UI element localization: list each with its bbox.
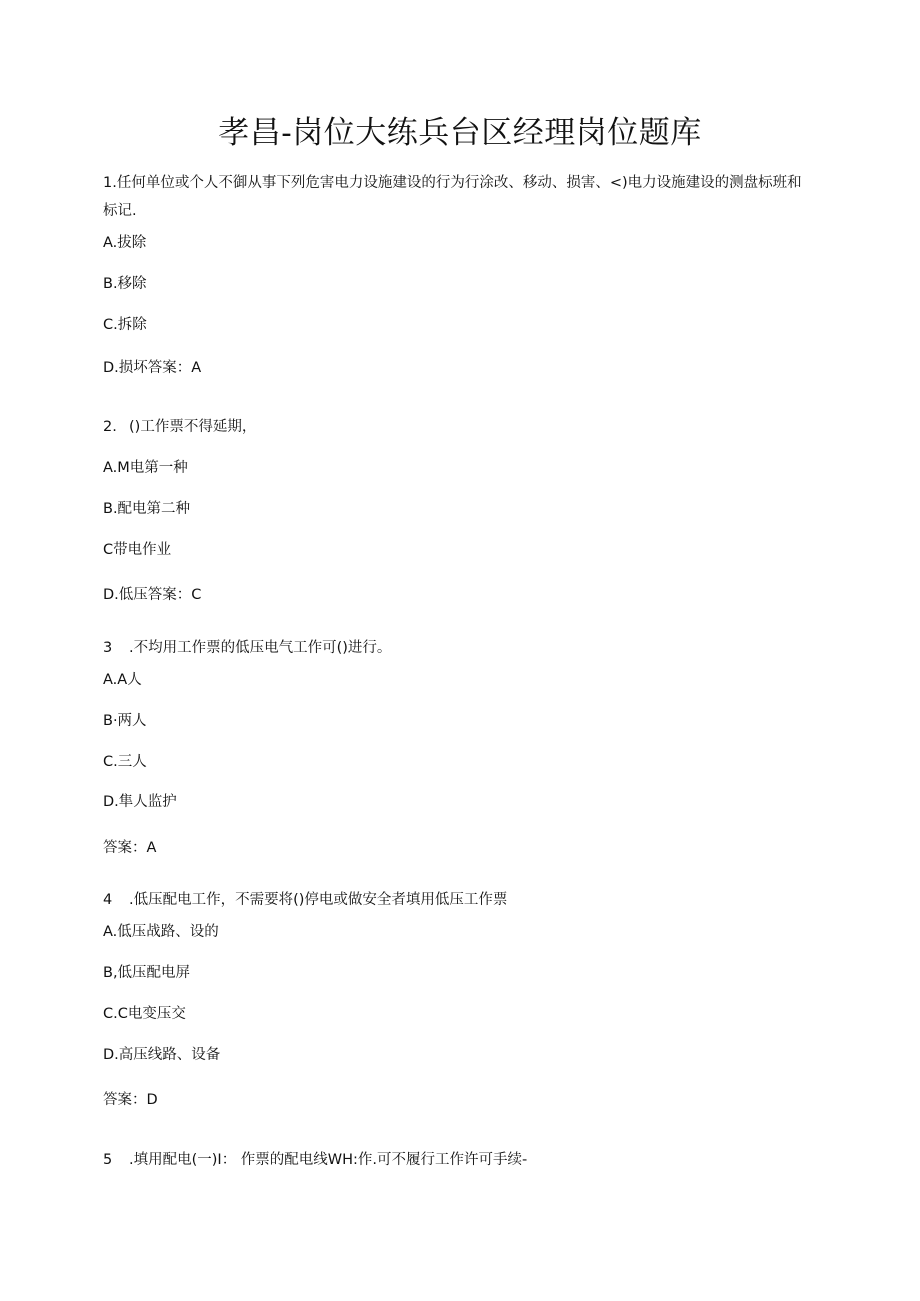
question-3-option-c: C.三人 — [103, 754, 147, 770]
question-4-answer: 答案：D — [103, 1092, 158, 1108]
question-2-number: 2. — [103, 419, 117, 435]
question-1-option-d-answer: D.损坏答案：A — [103, 360, 202, 376]
question-1-option-b: B.移除 — [103, 276, 147, 292]
question-3-answer: 答案：A — [103, 840, 157, 856]
question-2-option-a: A.M电第一种 — [103, 460, 188, 476]
question-2-option-b: B.配电第二种 — [103, 501, 191, 517]
question-1-stem-line-1: 1.任何单位或个人不御从事下列危害电力设施建设的行为行涂改、移动、损害、<)电力设施建设的测盘标班和 — [103, 175, 802, 191]
question-4-option-d: D.高压线路、设备 — [103, 1047, 221, 1063]
question-5-text: .填用配电(一)I： 作票的配电线WH:作.可不履行工作许可手续- — [129, 1152, 528, 1168]
question-4-number: 4 — [103, 892, 113, 908]
question-3-text: .不均用工作票的低压电气工作可()进行。 — [129, 640, 392, 656]
question-4-text: .低压配电工作，不需要将()停电或做安全者填用低压工作票 — [129, 892, 508, 908]
question-4-option-c: C.C电变压交 — [103, 1006, 186, 1022]
question-1-option-c: C.拆除 — [103, 317, 147, 333]
question-1-option-a: A.拔除 — [103, 235, 147, 251]
question-3-option-b: B·两人 — [103, 713, 147, 729]
question-3-option-a: A.A人 — [103, 672, 142, 688]
page-title: 孝昌-岗位大练兵台区经理岗位题库 — [218, 115, 702, 151]
question-1-stem-line-2: 标记. — [103, 203, 137, 219]
question-2-option-c: C带电作业 — [103, 542, 172, 558]
question-5-number: 5 — [103, 1152, 113, 1168]
question-2-text: ()工作票不得延期， — [129, 419, 257, 435]
question-4-option-a: A.低压战路、设的 — [103, 924, 219, 940]
question-3-number: 3 — [103, 640, 113, 656]
question-5-stem — [103, 1150, 527, 1170]
question-4-option-b: B,低压配电屏 — [103, 965, 191, 981]
question-3-option-d: D.隼人监护 — [103, 794, 177, 810]
question-3-stem — [103, 638, 391, 658]
question-2-stem — [103, 417, 256, 437]
question-4-stem — [103, 890, 507, 910]
question-2-option-d-answer: D.低压答案：C — [103, 587, 202, 603]
